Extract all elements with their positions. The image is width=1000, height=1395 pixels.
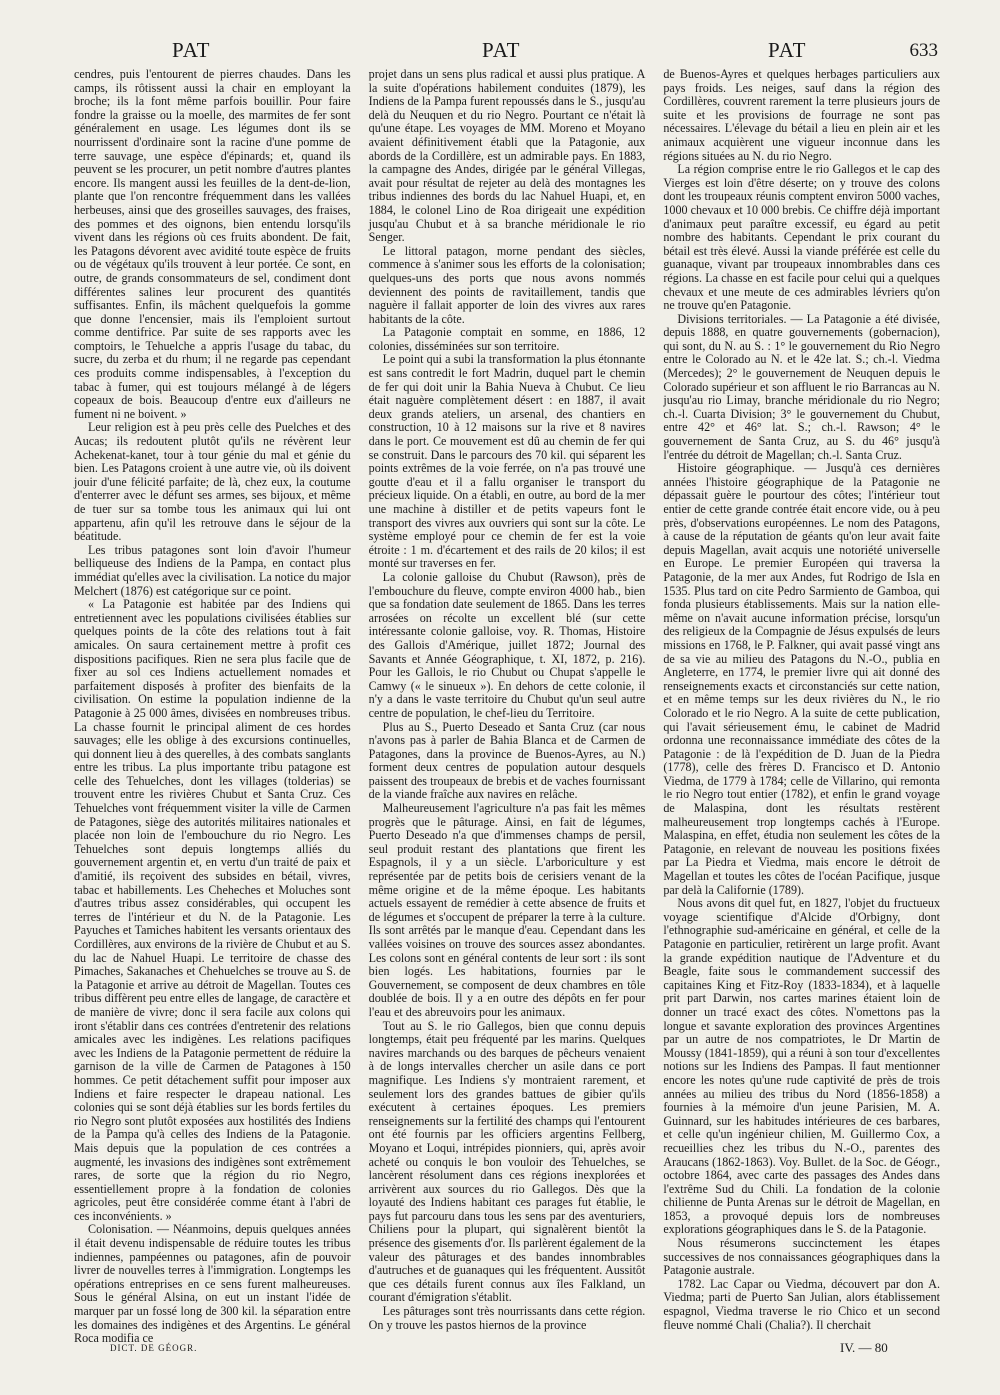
paragraph: cendres, puis l'entourent de pierres chaudes. Dans les camps, ils rôtissent aussi la chair en employant la broche; ils la font même parfois bouillir. Pour faire fondre la graisse ou la moelle, des marmites de fer sont généralement en usage. Les légumes dont ils se nourrissent d'ordinaire sont la racine d'une pomme de terre sauvage, une espèce d'épinards; et, quand ils peuvent se les procurer, un petit nombre d'autres plantes encore. Ils mangent aussi les feuilles de la dent-de-lion, plante que l'on rencontre fréquemment dans les vallées herbeuses, ainsi que des groseilles sauvages, des fraises, des pommes et des oignons, bien entendu lorsqu'ils vivent dans les régions où ces fruits abondent. De fait, les Patagons dévorent avec avidité toute espèce de fruits ou de végétaux qu'ils trouvent à leur portée. Ce sont, en outre, de grands consommateurs de sel, condiment dont différentes salines leur procurent des quantités suffisantes. Enfin, ils mâchent quelquefois la gomme que donne l'encensier, mais ils l'emploient surtout comme dentifrice. Par suite de ses rapports avec les comptoirs, le Tehuelche a appris l'usage du tabac, du sucre, du zerba et du rhum; il ne regarde pas cependant ces produits comme indispensables, à l'exception du tabac à fumer, qui est toujours mélangé à de légers copeaux de bois. Beaucoup d'entre eux d'ailleurs ne fument ni ne boivent. » bbox=[74, 67, 351, 421]
paragraph: Divisions territoriales. — La Patagonie a été divisée, depuis 1888, en quatre gouvernements (gobernacion), qui sont, du N. au S. : 1° le gouvernement du Rio Negro entre le Colorado au N. et le 42e lat. S.; ch.-l. Viedma (Mercedes); 2° le gouvernement de Neuquen depuis le Colorado supérieur et son affluent le rio Barrancas au N. jusqu'au rio Limay, branche méridionale du rio Negro; ch.-l. Cuarta Division; 3° le gouvernement du Chubut, entre 42° et 46° lat. S.; ch.-l. Rawson; 4° le gouvernement de Santa Cruz, au S. du 46° jusqu'à l'entrée du détroit de Magellan; ch.-l. Santa Cruz. bbox=[663, 311, 941, 462]
paragraph: Le littoral patagon, morne pendant des siècles, commence à s'animer sous les efforts de la colonisation; quelques-uns des ports que nous avons nommés deviennent des points de ravitaillement, tandis que naguère il fallait apporter de loin des vivres aux rares habitants de la côte. bbox=[368, 243, 646, 326]
page-number: 633 bbox=[909, 40, 938, 61]
paragraph: Les tribus patagones sont loin d'avoir l'humeur belliqueuse des Indiens de la Pampa, en contact plus immédiat qu'elles avec la civilisation. La notice du major Melchert (1876) est catégorique sur ce point. bbox=[74, 542, 351, 598]
paragraph: La Patagonie comptait en somme, en 1886, 12 colonies, disséminées sur son territoire. bbox=[368, 325, 646, 353]
paragraph: Nous résumerons succinctement les étapes successives de nos connaissances géographiques dans la Patagonie australe. bbox=[663, 1236, 941, 1278]
paragraph: « La Patagonie est habitée par des Indiens qui entretiennent avec les populations civilisées établies sur quelques points de la côte des relations tout à fait amicales. On saura certainement mettre à profit ces dispositions pacifiques. Rien ne sera plus facile que de fixer au sol ces Indiens actuellement nomades et parfaitement disposés à profiter des bienfaits de la civilisation. On estime la population indienne de la Patagonie à 25 000 âmes, divisées en nombreuses tribus. La chasse fournit le principal aliment de ces hordes sauvages; elle les oblige à des excursions continuelles, qui donnent lieu à des querelles, à des combats sanglants entre les tribus. La plus importante tribu patagone est celle des Tehuelches, dont les villages (tolderias) se trouvent entre les rivières Chubut et Santa Cruz. Ces Tehuelches vont fréquemment visiter la ville de Carmen de Patagones, siège des autorités militaires nationales et placée non loin de l'embouchure du rio Negro. Les Tehuelches sont depuis longtemps alliés du gouvernement argentin et, en vertu d'un traité de paix et d'amitié, ils reçoivent des subsides en bétail, vivres, tabac et habillements. Les Cheheches et Moluches sont d'autres tribus assez considérables, qui occupent les terres de l'intérieur et du N. de la Patagonie. Les Payuches et Tamiches habitent les versants orientaux des Cordillères, aux environs de la rivière de Chubut et au S. du lac de Nahuel Huapi. Le territoire de chasse des Pimaches, Sakanaches et Chehuelches se trouve au S. de la Patagonie et arrive au détroit de Magellan. Toutes ces tribus diffèrent peu entre elles de langage, de caractère et de manière de vivre; donc il sera facile aux colons qui iront s'établir dans ces contrées d'entretenir des relations amicales avec les indigènes. Les relations pacifiques avec les Indiens de la Patagonie permettent de réduire la garnison de la ville de Carmen de Patagones à 150 hommes. Ce petit détachement suffit pour imposer aux Indiens et faire respecter le drapeau national. Les colonies qui se sont déjà établies sur les bords fertiles du rio Negro sont plutôt exposées aux hostilités des Indiens de la Pampa qu'à celles des Indiens de la Patagonie. Mais depuis que la population de ces contrées a augmenté, les invasions des indigènes sont extrêmement rares, de sorte que la région du rio Negro, essentiellement propre à la fondation de colonies agricoles, peut être considérée comme étant à l'abri de ces inconvénients. » bbox=[74, 597, 351, 1223]
column-right bbox=[663, 68, 940, 1333]
paragraph: 1782. Lac Capar ou Viedma, découvert par don A. Viedma; parti de Puerto San Julian, alors établissement espagnol, Viedma traverse le rio Chico et un second fleuve nommé Chali (Chalia?). Il cherchait bbox=[663, 1276, 941, 1332]
paragraph: La colonie galloise du Chubut (Rawson), près de l'embouchure du fleuve, compte environ 4000 hab., bien que sa fondation date seulement de 1865. Dans les terres arrosées on récolte un excellent blé (sur cette intéressante colonie galloise, voy. R. Thomas, Histoire des Gallois d'Amérique, juillet 1872; Journal des Savants et Année Géographique, t. XI, 1872, p. 216). Pour les Gallois, le rio Chubut ou Chupat s'appelle le Camwy (« le sinueux »). En dehors de cette colonie, il n'y a dans le vaste territoire du Chubut qu'un seul autre centre de population, le chef-lieu du Territoire. bbox=[368, 569, 646, 720]
paragraph: de Buenos-Ayres et quelques herbages particuliers aux pays froids. Les neiges, sauf dans la région des Cordillères, couvrent rarement la terre plusieurs jours de suite et les provisions de fourrage ne sont pas nécessaires. L'élevage du bétail a lieu en plein air et les animaux acquièrent une vigueur inconnue dans les régions situées au N. du rio Negro. bbox=[663, 67, 941, 163]
paragraph: Les pâturages sont très nourrissants dans cette région. On y trouve les pastos hiernos de la province bbox=[368, 1304, 646, 1332]
paragraph: projet dans un sens plus radical et aussi plus pratique. A la suite d'opérations habilement conduites (1879), les Indiens de la Pampa furent repoussés dans le S., jusqu'au delà du Neuquen et du rio Negro. Pourtant ce n'était là qu'une étape. Les voyages de MM. Moreno et Moyano avaient définitivement établi que la Patagonie, aux abords de la Cordillère, est un admirable pays. En 1883, la campagne des Andes, dirigée par le général Villegas, avait pour résultat de rejeter au delà des montagnes les tribus indiennes des bords du lac Nahuel Huapi, et, en 1884, le colonel Lino de Roa dirigeait une expédition jusqu'au Chubut et à sa branche méridionale le rio Senger. bbox=[368, 67, 646, 245]
paragraph: Leur religion est à peu près celle des Puelches et des Aucas; ils redoutent plutôt qu'ils ne révèrent leur Achekenat-kanet, tour à tour génie du mal et génie du bien. Les Patagons croient à une autre vie, où ils doivent jouir d'une félicité parfaite; de là, chez eux, la coutume d'enterrer avec le défunt ses armes, ses bijoux, et même de tuer sur sa tombe tous les animaux qui lui ont appartenu, afin qu'il les retrouve dans le séjour de la béatitude. bbox=[74, 420, 351, 544]
paragraph: Colonisation. — Néanmoins, depuis quelques années il était devenu indispensable de réduire toutes les tribus indiennes, pampéennes ou patagones, afin de pouvoir livrer de nouvelles terres à l'immigration. Longtemps les opérations entreprises en ce sens furent malheureuses. Sous le général Alsina, on eut un instant l'idée de marquer par un fossé long de 300 kil. la séparation entre les domaines des indigènes et des Argentins. Le général Roca modifia ce bbox=[74, 1222, 351, 1346]
footer-volume-sheet: IV. — 80 bbox=[840, 1340, 888, 1355]
running-head-center: PAT bbox=[482, 38, 521, 62]
running-head-left: PAT bbox=[172, 38, 211, 62]
footer-signature: DICT. DE GÉOGR. bbox=[110, 1343, 198, 1353]
running-head-right: PAT bbox=[768, 38, 807, 62]
paragraph: Le point qui a subi la transformation la plus étonnante est sans contredit le fort Madrin, duquel part le chemin de fer qui doit unir la Bahia Nueva à Chubut. Ce lieu était naguère complètement désert : en 1887, il avait deux grands ateliers, un arsenal, des chantiers en construction, 10 à 12 maisons sur la rive et 8 navires dans le port. Ce mouvement est dû au chemin de fer qui se construit. Dans le parcours des 70 kil. qui séparent les points extrêmes de la voie ferrée, on n'a pas trouvé une goutte d'eau et il a fallu organiser le transport du précieux liquide. On a établi, en outre, au bord de la mer une machine à distiller et de petits vapeurs font le transport des vivres aux ouvriers qui sont sur la côte. Le système employé pour ce chemin de fer est la voie étroite : 1 m. d'écartement et des rails de 20 kilos; il est monté sur traverses en fer. bbox=[368, 352, 646, 571]
column-left bbox=[74, 67, 351, 1346]
paragraph: Tout au S. le rio Gallegos, bien que connu depuis longtemps, était peu fréquenté par les marins. Quelques navires marchands ou des barques de pêcheurs venaient à de longs intervalles chercher un asile dans ce port magnifique. Les Indiens s'y montraient rarement, et seulement lors des grandes battues de gibier qu'ils exécutent à certaines époques. Les premiers renseignements sur la fertilité des champs qui l'entourent ont été fournis par les officiers argentins Fellberg, Moyano et Loqui, intrépides pionniers, qui, après avoir acheté ou conquis le bon vouloir des Tehuelches, se lancèrent résolument dans ces régions inexplorées et arrivèrent aux sources du rio Gallegos. Dès que la loyauté des Indiens habitant ces parages fut établie, le pays fut parcouru dans tous les sens par des aventuriers, Chiliens pour la plupart, qui signalèrent bientôt la présence des gisements d'or. Ils parlèrent également de la valeur des pâturages et des bandes innombrables d'autruches et de guanaques qui les fréquentent. Aussitôt que ces détails furent connus aux îles Falkland, un courant d'émigration s'établit. bbox=[368, 1018, 646, 1305]
paragraph: Malheureusement l'agriculture n'a pas fait les mêmes progrès que le pâturage. Ainsi, en fait de légumes, Puerto Deseado n'a que d'immenses champs de persil, seul produit restant des plantations que firent les Espagnols, il y a un siècle. L'arboriculture y est représentée par de petits bois de cerisiers venant de la même origine et de la même époque. Les habitants actuels essayent de remédier à cette absence de fruits et de légumes et s'occupent de préparer la terre à la culture. Ils sont arrêtés par le manque d'eau. Cependant dans les vallées voisines on trouve des sources assez abondantes. Les colons sont en général contents de leur sort : ils sont bien logés. Les habitations, fournies par le Gouvernement, se composent de deux chambres en tôle doublée de bois. Il y a en outre des dépôts en fer pour l'eau et des abreuvoirs pour les animaux. bbox=[368, 801, 646, 1019]
column-center bbox=[369, 68, 646, 1333]
paragraph: Plus au S., Puerto Deseado et Santa Cruz (car nous n'avons pas à parler de Bahia Blanca et de Carmen de Patagones, dans la province de Buenos-Ayres, au N.) forment deux centres de population autour desquels paissent des troupeaux de brebis et de vaches fournissant de la viande fraîche aux navires en relâche. bbox=[368, 719, 646, 802]
paragraph: Histoire géographique. — Jusqu'à ces dernières années l'histoire géographique de la Patagonie ne dépassait guère le pourtour des côtes; l'intérieur tout entier de cette grande contrée était encore vide, ou à peu près, d'observations européennes. Le nom des Patagons, à cause de la réputation de géants qu'on leur avait faite depuis Magellan, avait acquis une notoriété universelle en Europe. Le premier Européen qui traversa la Patagonie, de la mer aux Andes, fut Rodrigo de Isla en 1535. Plus tard on cite Pedro Sarmiento de Gamboa, qui fonda plusieurs établissements. Mais sur la nation elle-même on n'avait aucune information précise, lorsqu'un des religieux de la Compagnie de Jésus expulsés de leurs missions en 1768, le P. Falkner, qui avait passé vingt ans de sa vie au milieu des Patagons du N.-O., publia en Angleterre, en 1774, le premier livre qui ait donné des renseignements exacts et circonstanciés sur cette nation, et en même temps sur les deux rivières du N., le rio Colorado et le rio Negro. A la suite de cette publication, qui l'avait sérieusement ému, le cabinet de Madrid ordonna une reconnaissance immédiate des côtes de la Patagonie : de là l'expédition de D. Juan de la Piedra (1778), celle des frères D. Francisco et D. Antonio Viedma, de 1779 à 1784; celle de Villarino, qui remonta le rio Negro tout entier (1782), et enfin le grand voyage de Malaspina, dont les résultats restèrent malheureusement trop longtemps cachés à l'Europe. Malaspina, en effet, étudia non seulement les côtes de la Patagonie, en relevant de nouveau les positions fixées par La Piedra et Viedma, mais encore le détroit de Magellan et toutes les côtes de l'océan Pacifique, jusque par delà la Californie (1789). bbox=[663, 461, 941, 897]
running-head bbox=[62, 38, 950, 68]
text-columns bbox=[74, 67, 941, 1346]
paragraph: La région comprise entre le rio Gallegos et le cap des Vierges est loin d'être déserte; on y trouve des colons dont les troupeaux réunis comptent environ 5000 vaches, 1000 chevaux et 10 000 brebis. Ce chiffre déjà important d'animaux peut paraître excessif, eu égard au petit nombre des habitants. Cependant le prix courant du bétail est très élevé. Aussi la viande préférée est celle du guanaque, vivant par troupeaux innombrables dans ces régions. La chasse en est facile pour celui qui a quelques chevaux et une meute de ces admirables lévriers qu'on ne trouve qu'en Patagonie. bbox=[663, 162, 941, 313]
paragraph: Nous avons dit quel fut, en 1827, l'objet du fructueux voyage scientifique d'Alcide d'Orbigny, dont l'ethnographie sud-américaine en général, et celle de la Patagonie en particulier, retirèrent un large profit. Avant la grande expédition nautique de l'Adventure et du Beagle, faite sous le commandement successif des capitaines King et Fitz-Roy (1833-1834), et à laquelle prit part Darwin, nos cartes marines étaient loin de donner un tracé exact des côtes. N'omettons pas la longue et savante exploration des provinces Argentines par un autre de nos compatriotes, le Dr Martin de Moussy (1841-1859), qui a réuni à son tour d'excellentes notions sur les Indiens des Pampas. Il faut mentionner encore les notes qu'une rude captivité de près de trois années au milieu des tribus du Nord (1856-1858) a fournies à la mémoire d'un jeune Parisien, M. A. Guinnard, sur les habitudes intérieures de ces barbares, et celle qu'un ingénieur chilien, M. Guillermo Cox, a recueillies chez les tribus du N.-O., parentes des Araucans (1862-1863). Voy. Bullet. de la Soc. de Géogr., octobre 1864, avec carte des passages des Andes dans l'extrême Sud du Chili. La fondation de la colonie chilienne de Punta Arenas sur le détroit de Magellan, en 1853, a provoqué depuis lors de nombreuses explorations géographiques dans le S. de la Patagonie. bbox=[663, 896, 941, 1237]
